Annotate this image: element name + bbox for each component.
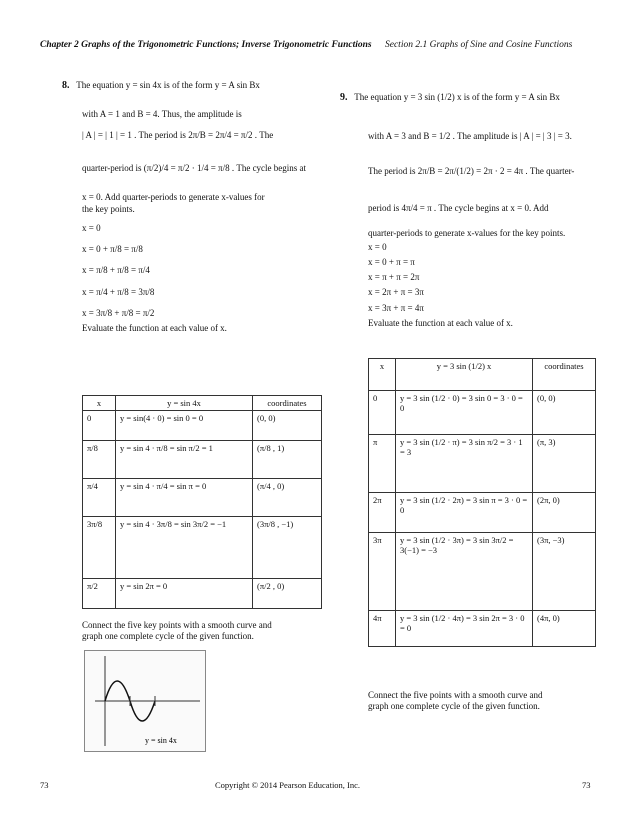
ex8-step: x = 0 + π/8 = π/8 <box>82 244 143 254</box>
table-cell: (π, 3) <box>533 435 596 493</box>
ex8-connect-line1: Connect the five key points with a smooth curve and <box>82 620 272 630</box>
ex8-graph <box>84 650 206 752</box>
ex9-step: x = 2π + π = 3π <box>368 287 424 298</box>
table-header: y = 3 sin (1/2) x <box>396 359 533 391</box>
table-cell: y = 3 sin (1/2 · 2π) = 3 sin π = 3 · 0 = 0 <box>396 493 533 533</box>
ex8-step: x = π/8 + π/8 = π/4 <box>82 265 150 276</box>
ex8-line4: quarter-period is (π/2)/4 = π/2 · 1/4 = π/8 . The cycle begins at <box>82 163 307 173</box>
table-cell: (4π, 0) <box>533 611 596 647</box>
table-cell: y = sin 4 · π/4 = sin π = 0 <box>116 479 253 517</box>
table-header: y = sin 4x <box>116 396 253 411</box>
copyright: Copyright © 2014 Pearson Education, Inc. <box>215 780 361 790</box>
ex9-line1: The equation y = 3 sin (1/2) x is of the form y = A sin Bx <box>354 92 560 102</box>
ex8-eval: Evaluate the function at each value of x. <box>82 323 227 333</box>
table-cell: π/8 <box>83 441 116 479</box>
exercise-9 <box>340 92 600 329</box>
table-header-row <box>83 396 322 411</box>
table-cell: y = sin(4 · 0) = sin 0 = 0 <box>116 411 253 441</box>
ex9-step: x = 0 <box>368 241 387 252</box>
table-cell: π/4 <box>83 479 116 517</box>
ex8-connect-line2: graph one complete cycle of the given function. <box>82 631 254 642</box>
table-row <box>369 611 596 647</box>
table-row <box>369 533 596 611</box>
table-cell: y = sin 4 · π/8 = sin π/2 = 1 <box>116 441 253 479</box>
page-number-right: 73 <box>582 780 591 790</box>
table-cell: y = sin 2π = 0 <box>116 579 253 609</box>
ex9-steps <box>340 242 600 314</box>
ex8-line2: with A = 1 and B = 4. Thus, the amplitude is <box>82 108 242 119</box>
table-header: x <box>83 396 116 411</box>
table-cell: (0, 0) <box>253 411 322 441</box>
table-cell: (3π, −3) <box>533 533 596 611</box>
ex9-step: x = π + π = 2π <box>368 272 420 282</box>
table-cell: π/2 <box>83 579 116 609</box>
table-cell: 3π/8 <box>83 517 116 579</box>
graph-label: y = sin 4x <box>145 736 177 745</box>
table-row <box>83 441 322 479</box>
page-header <box>40 40 600 50</box>
table-cell: 2π <box>369 493 396 533</box>
ex8-step: x = 0 <box>82 222 101 233</box>
exercise-9-number: 9. <box>340 92 348 103</box>
ex9-table <box>368 358 596 647</box>
table-header: coordinates <box>533 359 596 391</box>
ex8-line1: The equation y = sin 4x is of the form y = A sin Bx <box>76 80 260 90</box>
table-row <box>369 435 596 493</box>
ex8-line6: the key points. <box>82 203 135 214</box>
page-number-left: 73 <box>40 780 49 790</box>
ex8-connect <box>82 620 327 643</box>
table-cell: (π/4 , 0) <box>253 479 322 517</box>
ex8-table <box>82 395 322 609</box>
table-header: x <box>369 359 396 391</box>
table-cell: (π/8 , 1) <box>253 441 322 479</box>
table-cell: π <box>369 435 396 493</box>
exercise-8 <box>62 80 307 334</box>
ex9-eval: Evaluate the function at each value of x. <box>368 317 513 328</box>
table-cell: (π/2 , 0) <box>253 579 322 609</box>
table-row <box>83 517 322 579</box>
table-cell: y = 3 sin (1/2 · 4π) = 3 sin 2π = 3 · 0 = 0 <box>396 611 533 647</box>
table-cell: (2π, 0) <box>533 493 596 533</box>
section-title: Section 2.1 Graphs of Sine and Cosine Functions <box>385 40 573 50</box>
table-cell: 3π <box>369 533 396 611</box>
table-cell: 4π <box>369 611 396 647</box>
ex8-step: x = π/4 + π/8 = 3π/8 <box>82 286 155 297</box>
table-cell: (0, 0) <box>533 391 596 435</box>
ex9-line2: with A = 3 and B = 1/2 . The amplitude is | A | = | 3 | = 3. <box>368 130 572 141</box>
ex8-step: x = 3π/8 + π/8 = π/2 <box>82 307 155 318</box>
ex8-line3: | A | = | 1 | = 1 . The period is 2π/B = 2π/4 = π/2 . The <box>82 129 274 140</box>
table-header: coordinates <box>253 396 322 411</box>
table-cell: y = 3 sin (1/2 · π) = 3 sin π/2 = 3 · 1 = 3 <box>396 435 533 493</box>
ex9-connect-line2: graph one complete cycle of the given function. <box>368 701 540 712</box>
table-cell: 0 <box>369 391 396 435</box>
table-row <box>83 479 322 517</box>
table-row <box>83 411 322 441</box>
ex9-connect <box>368 690 608 713</box>
table-row <box>369 391 596 435</box>
table-cell: y = sin 4 · 3π/8 = sin 3π/2 = −1 <box>116 517 253 579</box>
chapter-title: Chapter 2 Graphs of the Trigonometric Functions; Inverse Trigonometric Functions <box>40 40 372 50</box>
ex9-connect-line1: Connect the five points with a smooth curve and <box>368 690 543 700</box>
ex9-step: x = 3π + π = 4π <box>368 302 424 313</box>
table-row <box>83 579 322 609</box>
ex9-line5: quarter-periods to generate x-values for the key points. <box>368 228 566 239</box>
table-header-row <box>369 359 596 391</box>
table-cell: y = 3 sin (1/2 · 0) = 3 sin 0 = 3 · 0 = 0 <box>396 391 533 435</box>
ex9-line3: The period is 2π/B = 2π/(1/2) = 2π · 2 = 4π . The quarter- <box>368 165 575 176</box>
table-cell: y = 3 sin (1/2 · 3π) = 3 sin 3π/2 = 3(−1) = −3 <box>396 533 533 611</box>
ex8-steps <box>62 223 307 319</box>
ex8-line5: x = 0. Add quarter-periods to generate x-values for <box>82 192 265 203</box>
ex9-line4: period is 4π/4 = π . The cycle begins at x = 0. Add <box>368 203 549 213</box>
ex9-step: x = 0 + π = π <box>368 256 415 267</box>
exercise-8-number: 8. <box>62 80 70 91</box>
table-cell: 0 <box>83 411 116 441</box>
table-row <box>369 493 596 533</box>
table-cell: (3π/8 , −1) <box>253 517 322 579</box>
